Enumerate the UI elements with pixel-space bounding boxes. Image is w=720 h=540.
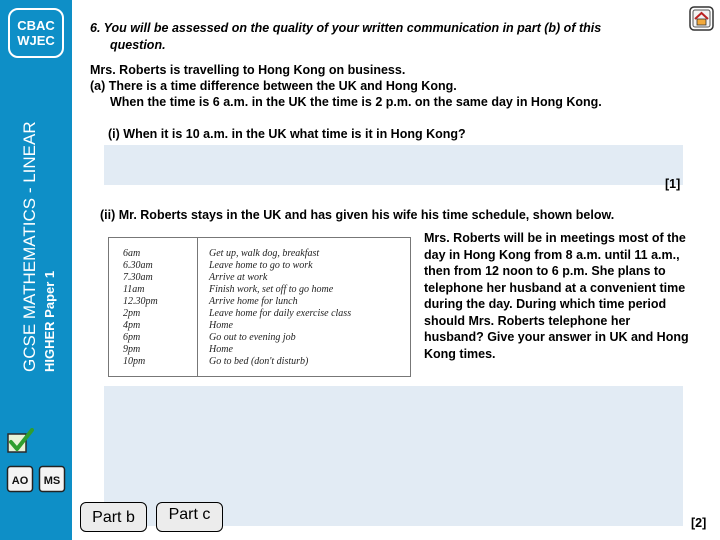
schedule-time: 2pm (123, 308, 141, 319)
sidebar-subtitle: HIGHER Paper 1 (42, 270, 57, 372)
part-i-question: (i) When it is 10 a.m. in the UK what time is it in Hong Kong? (108, 127, 466, 141)
schedule-time: 6.30am (123, 260, 153, 271)
part-i-marks: [1] (665, 177, 681, 191)
logo-line-1: CBAC (17, 18, 55, 33)
schedule-time: 6am (123, 248, 141, 259)
schedule-activity: Home (209, 320, 233, 331)
ms-icon[interactable] (38, 465, 66, 493)
schedule-activity: Leave home to go to work (209, 260, 313, 271)
intro-line-3: When the time is 6 a.m. in the UK the time is 2 p.m. on the same day in Hong Kong. (110, 95, 602, 109)
schedule-time: 7.30am (123, 272, 153, 283)
schedule-activity: Go to bed (don't disturb) (209, 356, 309, 367)
schedule-time: 11am (123, 284, 145, 295)
question-intro (90, 62, 602, 110)
intro-line-2: (a) There is a time difference between the UK and Hong Kong. (90, 79, 457, 93)
schedule-activity: Leave home for daily exercise class (209, 308, 352, 319)
question-header-line-2: question. (110, 38, 166, 52)
question-header (90, 20, 601, 54)
part-ii-question: (ii) Mr. Roberts stays in the UK and has given his wife his time schedule, shown below. (100, 208, 615, 222)
part-c-button[interactable]: Part c (156, 502, 223, 532)
ms-icon-label: MS (43, 475, 61, 487)
wjec-logo (8, 8, 64, 58)
schedule-activity: Arrive home for lunch (209, 296, 298, 307)
part-b-button[interactable]: Part b (80, 502, 147, 532)
ao-icon[interactable] (6, 465, 34, 493)
schedule-time: 12.30pm (123, 296, 158, 307)
part-i-answer-box[interactable] (104, 145, 683, 185)
question-header-line-1: 6. You will be assessed on the quality of your written communication in part (b) of this (90, 21, 602, 35)
part-ii-description: Mrs. Roberts will be in meetings most of the day in Hong Kong from 8 a.m. until 11 a.m., then from 12 noon to 6 p.m. She plans to telephone her husband at a convenient time during the day. During which time period should Mrs. Roberts telephone her husband? Give your answer in UK and Hong Kong times. (424, 231, 689, 361)
checkmark-icon[interactable] (6, 428, 34, 456)
sidebar (0, 0, 72, 540)
ao-icon-label: AO (11, 475, 29, 487)
schedule-activity: Get up, walk dog, breakfast (209, 248, 320, 259)
schedule-time: 4pm (123, 320, 141, 331)
logo-line-2: WJEC (17, 33, 55, 48)
intro-line-1: Mrs. Roberts is travelling to Hong Kong on business. (90, 63, 406, 77)
schedule-table (108, 237, 411, 377)
part-ii-marks: [2] (691, 516, 707, 530)
schedule-times (123, 248, 158, 368)
schedule-activity: Finish work, set off to go home (209, 284, 334, 295)
schedule-activities (209, 248, 351, 368)
schedule-time: 9pm (123, 344, 141, 355)
schedule-activity: Home (209, 344, 233, 355)
sidebar-title: GCSE MATHEMATICS - LINEAR (20, 121, 39, 372)
schedule-activity: Go out to evening job (209, 332, 296, 343)
home-icon[interactable] (689, 6, 714, 31)
schedule-divider (197, 238, 198, 376)
schedule-activity: Arrive at work (209, 272, 268, 283)
schedule-time: 10pm (123, 356, 146, 367)
schedule-time: 6pm (123, 332, 141, 343)
schedule-image (104, 233, 415, 381)
